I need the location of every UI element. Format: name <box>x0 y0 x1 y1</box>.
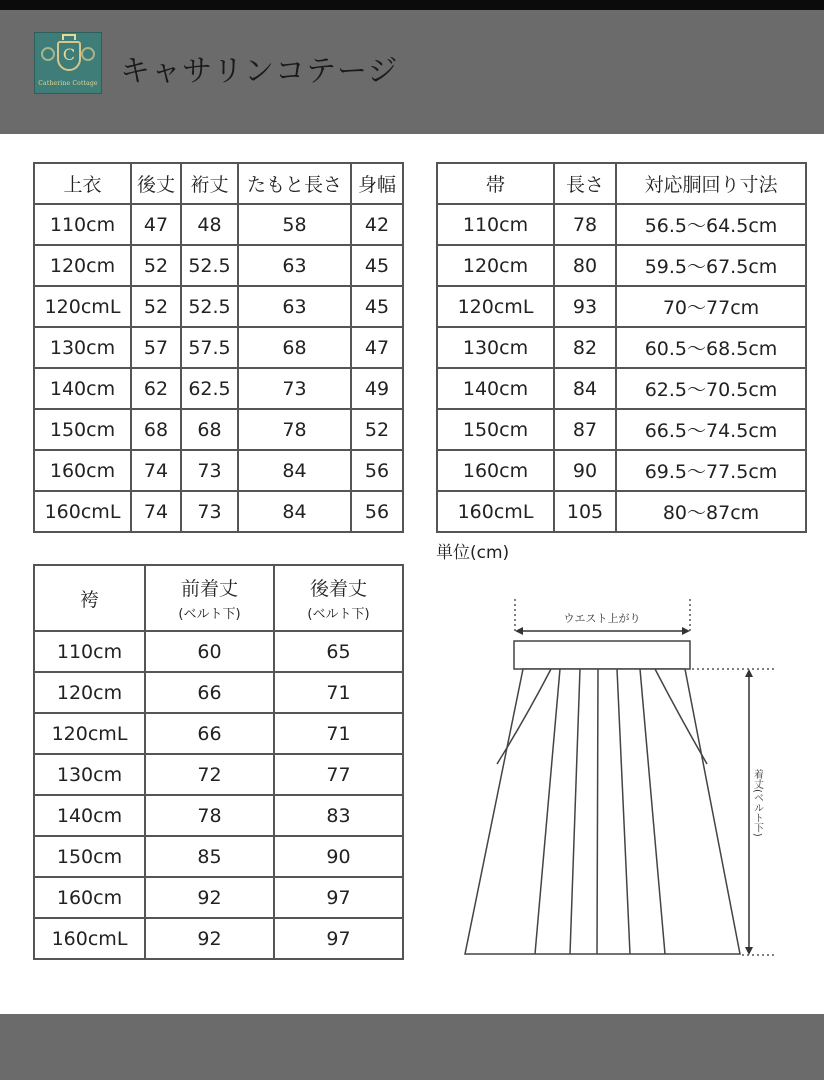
size-cell: 140cm <box>437 368 554 409</box>
value-cell: 65 <box>274 631 403 672</box>
value-cell: 60 <box>145 631 274 672</box>
size-cell: 120cmL <box>34 713 145 754</box>
value-cell: 83 <box>274 795 403 836</box>
header-cell: 対応胴回り寸法 <box>616 163 806 204</box>
size-cell: 120cmL <box>437 286 554 327</box>
top-bar <box>0 0 824 10</box>
value-cell: 66 <box>145 713 274 754</box>
header-label: 袴 <box>79 588 99 611</box>
header-cell: 帯 <box>437 163 554 204</box>
brand-logo[interactable] <box>34 32 102 94</box>
header-cell: 裄丈 <box>181 163 238 204</box>
value-cell: 63 <box>238 286 351 327</box>
value-cell: 97 <box>274 877 403 918</box>
value-cell: 70〜77cm <box>616 286 806 327</box>
value-cell: 74 <box>131 450 181 491</box>
value-cell: 45 <box>351 286 403 327</box>
value-cell: 73 <box>181 450 238 491</box>
header-label: 前着丈 <box>180 578 238 600</box>
table-row <box>34 754 403 795</box>
value-cell: 63 <box>238 245 351 286</box>
value-cell: 90 <box>554 450 616 491</box>
value-cell: 72 <box>145 754 274 795</box>
table-row <box>34 795 403 836</box>
header-cell: 身幅 <box>351 163 403 204</box>
size-cell: 120cm <box>34 245 131 286</box>
size-cell: 150cm <box>34 409 131 450</box>
size-cell: 150cm <box>437 409 554 450</box>
size-cell: 120cm <box>34 672 145 713</box>
size-cell: 160cmL <box>437 491 554 532</box>
value-cell: 66 <box>145 672 274 713</box>
table-header-row <box>34 163 403 204</box>
table-row <box>34 877 403 918</box>
value-cell: 84 <box>238 450 351 491</box>
skirt-outline <box>465 669 740 954</box>
header-cell: 長さ <box>554 163 616 204</box>
shop-name[interactable]: キャサリンコテージ <box>120 54 399 89</box>
table-row <box>34 245 403 286</box>
header-cell: 後丈 <box>131 163 181 204</box>
value-cell: 78 <box>238 409 351 450</box>
value-cell: 74 <box>131 491 181 532</box>
value-cell: 57.5 <box>181 327 238 368</box>
value-cell: 78 <box>554 204 616 245</box>
value-cell: 48 <box>181 204 238 245</box>
size-cell: 130cm <box>34 327 131 368</box>
header-cell <box>274 565 403 631</box>
value-cell: 71 <box>274 713 403 754</box>
waist-label: ウエスト上がり <box>563 612 641 625</box>
value-cell: 73 <box>181 491 238 532</box>
table-row <box>437 368 806 409</box>
value-cell: 42 <box>351 204 403 245</box>
value-cell: 73 <box>238 368 351 409</box>
value-cell: 56 <box>351 491 403 532</box>
size-cell: 130cm <box>34 754 145 795</box>
table-row <box>34 918 403 959</box>
value-cell: 77 <box>274 754 403 795</box>
wreath-left-icon <box>41 47 55 61</box>
header-cell <box>34 565 145 631</box>
value-cell: 80〜87cm <box>616 491 806 532</box>
table-row <box>437 491 806 532</box>
table-row <box>34 204 403 245</box>
table-row <box>437 286 806 327</box>
value-cell: 66.5〜74.5cm <box>616 409 806 450</box>
table-row <box>437 327 806 368</box>
table-row <box>437 450 806 491</box>
size-cell: 140cm <box>34 795 145 836</box>
value-cell: 56.5〜64.5cm <box>616 204 806 245</box>
value-cell: 52 <box>131 286 181 327</box>
table-header-row <box>34 565 403 631</box>
value-cell: 52 <box>131 245 181 286</box>
belt-size-table <box>436 162 807 533</box>
size-cell: 110cm <box>34 631 145 672</box>
header-bar <box>0 10 824 134</box>
size-cell: 110cm <box>34 204 131 245</box>
value-cell: 97 <box>274 918 403 959</box>
crown-icon <box>62 34 76 40</box>
arrow-down-icon <box>745 947 753 955</box>
length-label: 着丈(ベルト下) <box>751 769 763 837</box>
table-row <box>34 713 403 754</box>
value-cell: 93 <box>554 286 616 327</box>
arrow-right-icon <box>682 627 690 635</box>
value-cell: 69.5〜77.5cm <box>616 450 806 491</box>
size-cell: 110cm <box>437 204 554 245</box>
value-cell: 58 <box>238 204 351 245</box>
table-row <box>34 672 403 713</box>
value-cell: 62.5〜70.5cm <box>616 368 806 409</box>
value-cell: 52.5 <box>181 286 238 327</box>
crest-icon: C <box>57 41 81 71</box>
table-row <box>34 286 403 327</box>
value-cell: 59.5〜67.5cm <box>616 245 806 286</box>
value-cell: 52 <box>351 409 403 450</box>
header-label: 後着丈 <box>309 578 367 600</box>
arrow-up-icon <box>745 669 753 677</box>
size-cell: 160cm <box>437 450 554 491</box>
hakama-size-table <box>33 564 404 960</box>
value-cell: 80 <box>554 245 616 286</box>
value-cell: 60.5〜68.5cm <box>616 327 806 368</box>
value-cell: 49 <box>351 368 403 409</box>
value-cell: 87 <box>554 409 616 450</box>
value-cell: 62 <box>131 368 181 409</box>
arrow-left-icon <box>515 627 523 635</box>
value-cell: 84 <box>238 491 351 532</box>
value-cell: 68 <box>238 327 351 368</box>
top-garment-size-table <box>33 162 404 533</box>
value-cell: 92 <box>145 877 274 918</box>
hakama-diagram <box>455 589 785 989</box>
size-cell: 130cm <box>437 327 554 368</box>
unit-label: 単位(cm) <box>436 543 510 563</box>
header-sublabel: (ベルト下) <box>178 607 241 622</box>
size-cell: 160cm <box>34 450 131 491</box>
value-cell: 90 <box>274 836 403 877</box>
header-cell: たもと長さ <box>238 163 351 204</box>
table-row <box>34 836 403 877</box>
footer-bar <box>0 1014 824 1080</box>
table-header-row <box>437 163 806 204</box>
table-row <box>34 491 403 532</box>
value-cell: 105 <box>554 491 616 532</box>
table-row <box>34 368 403 409</box>
header-cell <box>145 565 274 631</box>
value-cell: 47 <box>131 204 181 245</box>
value-cell: 56 <box>351 450 403 491</box>
value-cell: 84 <box>554 368 616 409</box>
table-row <box>34 631 403 672</box>
pleat-line <box>597 669 598 954</box>
value-cell: 68 <box>181 409 238 450</box>
size-cell: 140cm <box>34 368 131 409</box>
value-cell: 52.5 <box>181 245 238 286</box>
table-row <box>437 409 806 450</box>
size-cell: 150cm <box>34 836 145 877</box>
table-row <box>34 450 403 491</box>
size-cell: 120cmL <box>34 286 131 327</box>
size-cell: 120cm <box>437 245 554 286</box>
size-cell: 160cm <box>34 877 145 918</box>
value-cell: 82 <box>554 327 616 368</box>
logo-brand-text: Catherine Cottage <box>38 80 98 87</box>
value-cell: 57 <box>131 327 181 368</box>
size-cell: 160cmL <box>34 491 131 532</box>
table-row <box>34 409 403 450</box>
table-row <box>34 327 403 368</box>
table-row <box>437 204 806 245</box>
value-cell: 45 <box>351 245 403 286</box>
value-cell: 62.5 <box>181 368 238 409</box>
belt-band <box>514 641 690 669</box>
value-cell: 68 <box>131 409 181 450</box>
header-cell: 上衣 <box>34 163 131 204</box>
value-cell: 78 <box>145 795 274 836</box>
value-cell: 92 <box>145 918 274 959</box>
table-row <box>437 245 806 286</box>
value-cell: 47 <box>351 327 403 368</box>
size-cell: 160cmL <box>34 918 145 959</box>
header-sublabel: (ベルト下) <box>307 607 370 622</box>
size-chart-content <box>0 134 824 1014</box>
value-cell: 85 <box>145 836 274 877</box>
value-cell: 71 <box>274 672 403 713</box>
wreath-right-icon <box>81 47 95 61</box>
